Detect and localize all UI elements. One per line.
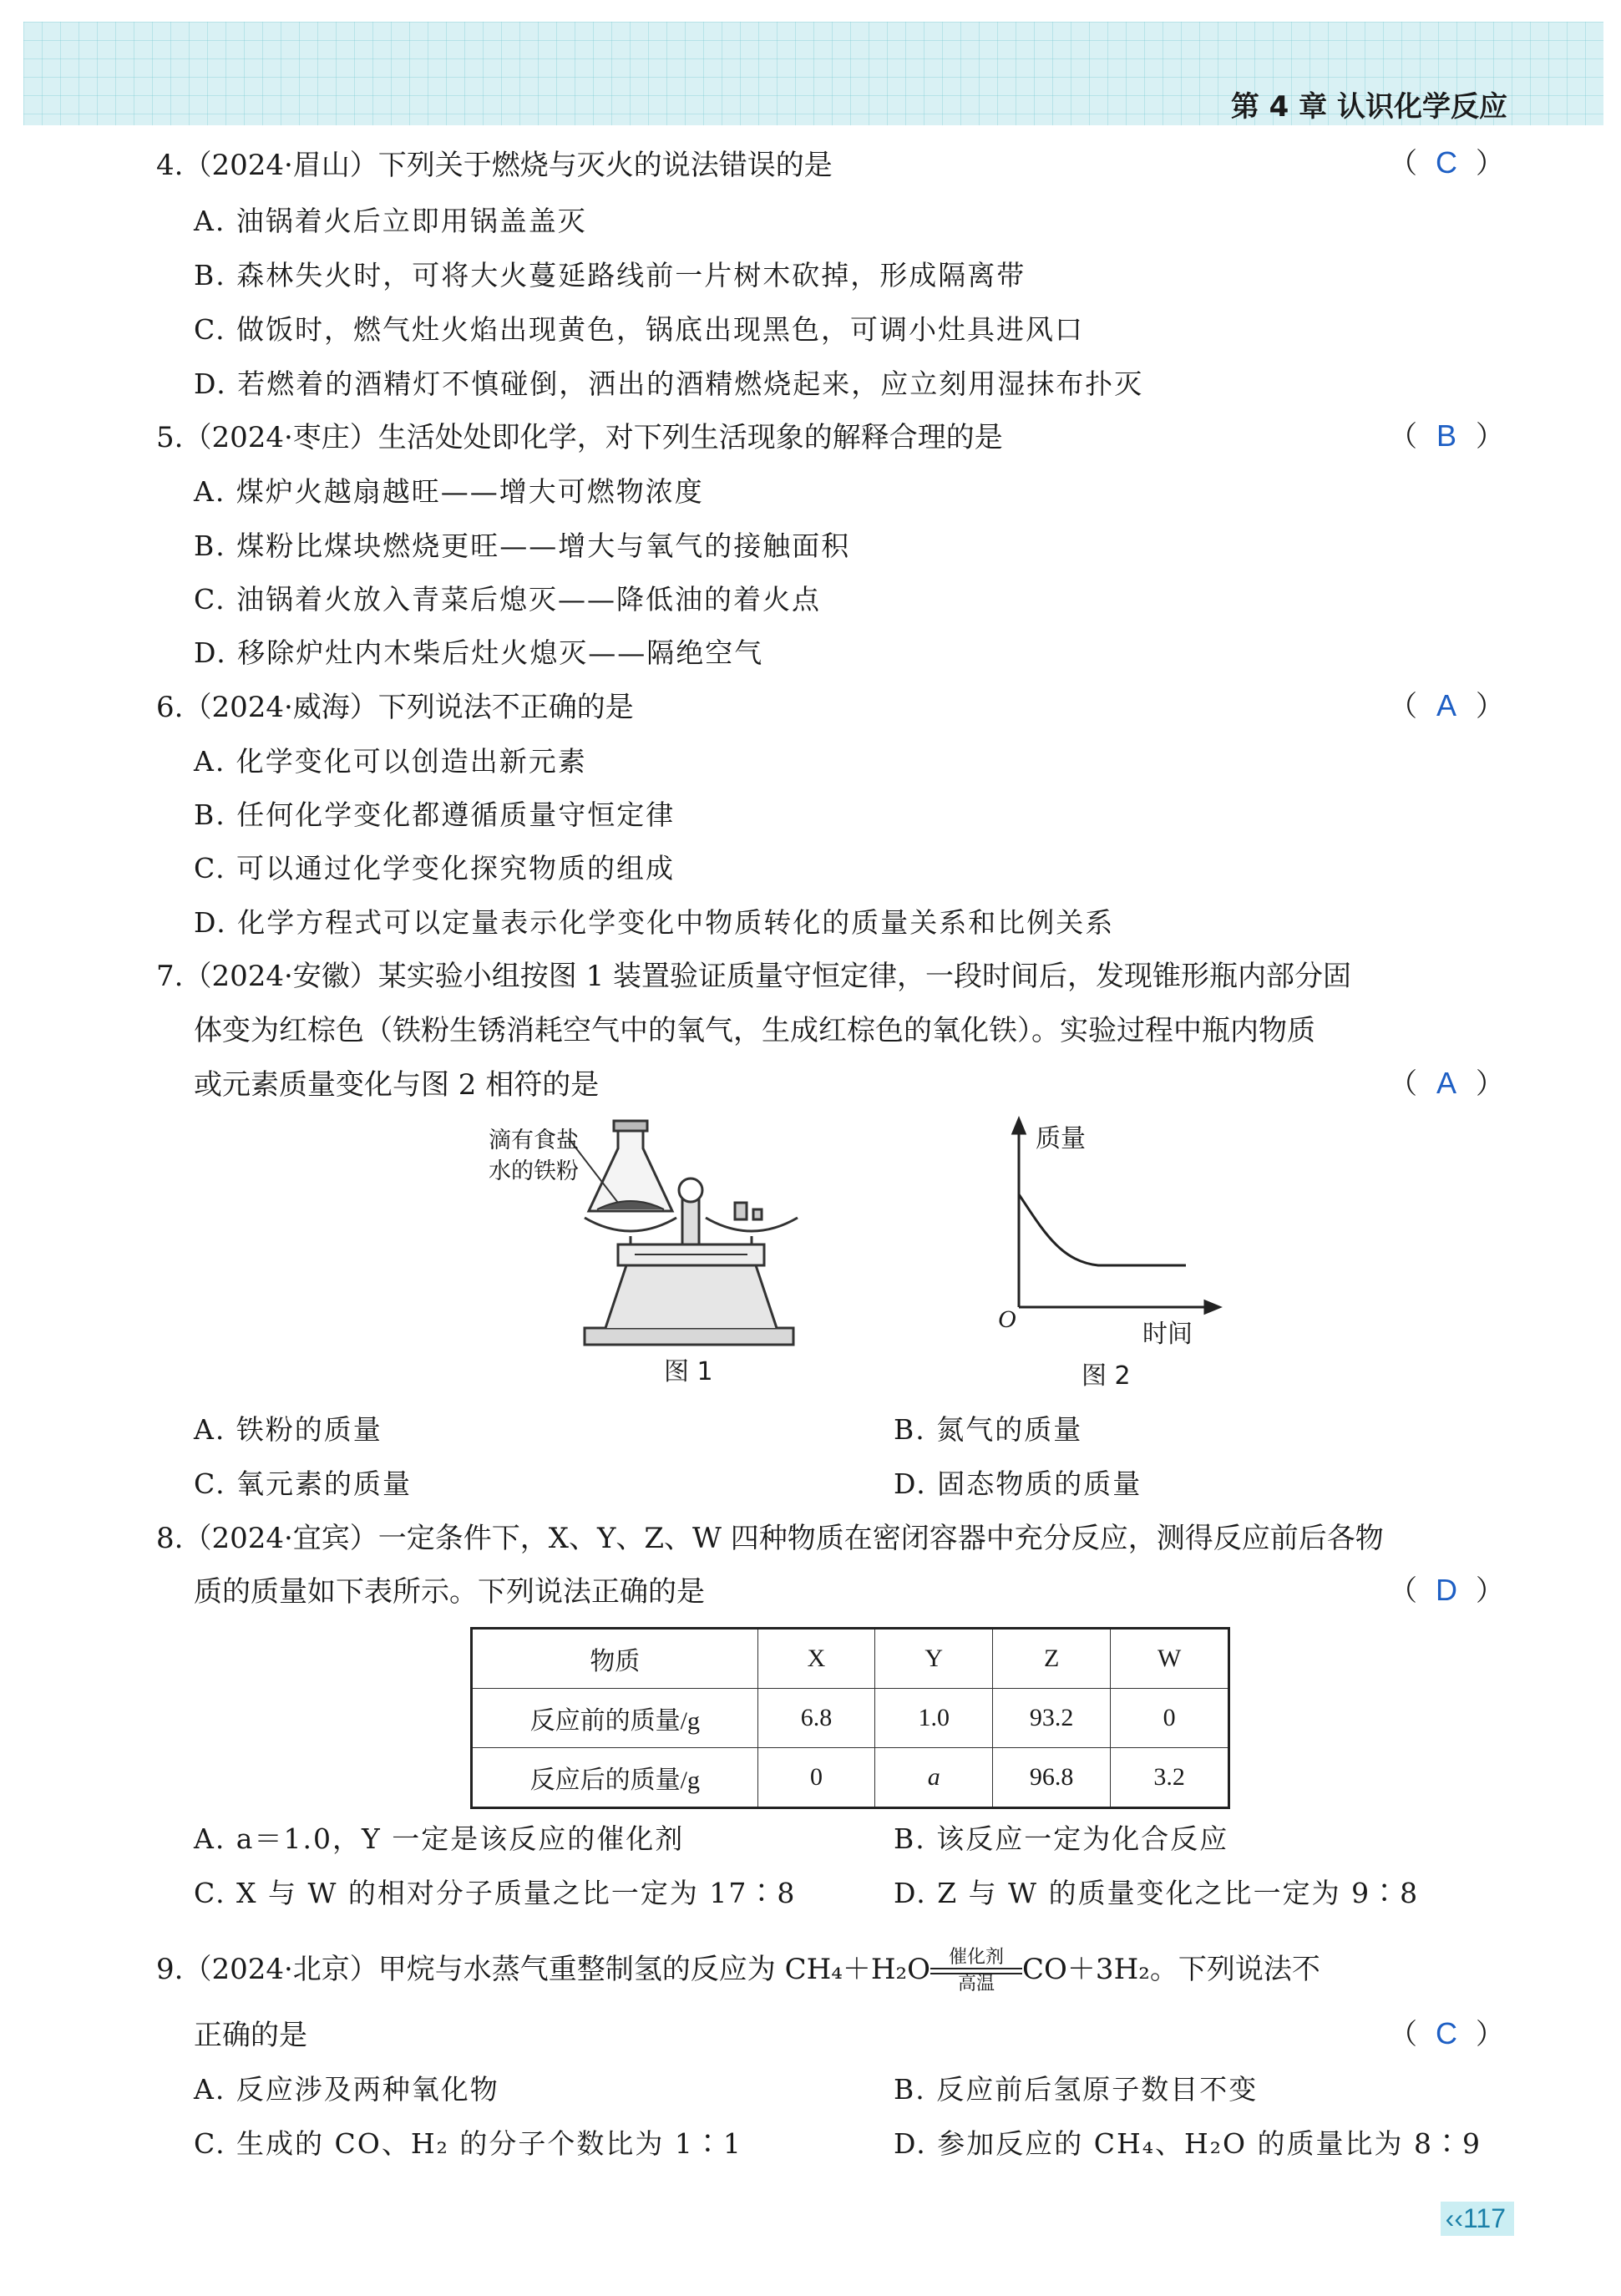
- q6-option-b: B. 任何化学变化都遵循质量守恒定律: [194, 798, 676, 831]
- figure-2-xlabel: 时间: [1142, 1320, 1193, 1349]
- table-header-cell: 物质: [472, 1629, 758, 1689]
- figure-1-balance: [568, 1119, 818, 1353]
- q7-stem-line3: 或元素质量变化与图 2 相符的是: [194, 1068, 600, 1102]
- table-cell: 反应前的质量/g: [472, 1689, 758, 1748]
- q8-option-a: A. a＝1.0，Y 一定是该反应的催化剂: [194, 1822, 685, 1855]
- q9-option-c: C. 生成的 CO、H₂ 的分子个数比为 1∶1: [194, 2127, 742, 2160]
- q5-option-a: A. 煤炉火越扇越旺——增大可燃物浓度: [194, 475, 704, 508]
- q9-stem-line2: 正确的是: [194, 2019, 307, 2052]
- q9-option-d: D. 参加反应的 CH₄、H₂O 的质量比为 8∶9: [894, 2127, 1482, 2160]
- table-cell: 3.2: [1111, 1748, 1229, 1808]
- table-row: [472, 1689, 1229, 1748]
- q9-option-b: B. 反应前后氢原子数目不变: [894, 2073, 1259, 2106]
- q8-data-table: [470, 1627, 1230, 1809]
- q6-option-a: A. 化学变化可以创造出新元素: [194, 745, 587, 778]
- q9-eq-right: CO＋3H₂: [1022, 1953, 1150, 1986]
- q4-answer: （ C ）: [1389, 145, 1504, 180]
- q6-answer: （ A ）: [1389, 688, 1504, 723]
- chapter-title: 第 4 章 认识化学反应: [1230, 90, 1507, 124]
- figure-2-ylabel: 质量: [1036, 1124, 1086, 1153]
- figure-2-origin: O: [998, 1305, 1016, 1333]
- q9-answer: （ C ）: [1389, 2016, 1504, 2051]
- q5-option-c: C. 油锅着火放入青菜后熄灭——降低油的着火点: [194, 583, 822, 616]
- q8-stem-line1: 8.（2024·宜宾）一定条件下，X、Y、Z、W 四种物质在密闭容器中充分反应，测得反应前后各物: [156, 1522, 1384, 1555]
- q5-option-b: B. 煤粉比煤块燃烧更旺——增大与氧气的接触面积: [194, 530, 851, 562]
- q7-stem-line2: 体变为红棕色（铁粉生锈消耗空气中的氧气，生成红棕色的氧化铁）。实验过程中瓶内物质: [194, 1014, 1315, 1047]
- figure-2-curve: [1019, 1194, 1186, 1265]
- q7-stem-line1: 7.（2024·安徽）某实验小组按图 1 装置验证质量守恒定律，一段时间后，发现锥形瓶内部分固: [156, 960, 1352, 993]
- q5-answer-letter: B: [1436, 418, 1456, 453]
- table-cell: 6.8: [757, 1689, 875, 1748]
- q6-option-c: C. 可以通过化学变化探究物质的组成: [194, 852, 676, 884]
- table-cell: 反应后的质量/g: [472, 1748, 758, 1808]
- q7-option-b: B. 氮气的质量: [894, 1413, 1083, 1446]
- q8-stem-line2: 质的质量如下表所示。下列说法正确的是: [194, 1575, 705, 1609]
- table-header-cell: X: [757, 1629, 875, 1689]
- table-header-cell: Y: [875, 1629, 993, 1689]
- q9-reaction-arrow: [930, 1948, 1022, 1994]
- table-cell: a: [875, 1748, 993, 1808]
- q8-option-c: C. X 与 W 的相对分子质量之比一定为 17∶8: [194, 1877, 797, 1909]
- table-cell: 1.0: [875, 1689, 993, 1748]
- table-header-cell: Z: [993, 1629, 1111, 1689]
- q9-stem-line1: [156, 1948, 1320, 1994]
- q9-stem-suffix: 。下列说法不: [1149, 1953, 1320, 1986]
- q7-option-c: C. 氧元素的质量: [194, 1467, 413, 1500]
- figure-2-chart: [998, 1115, 1232, 1341]
- q7-option-a: A. 铁粉的质量: [194, 1413, 382, 1446]
- q5-answer: （ B ）: [1389, 418, 1504, 454]
- q8-option-d: D. Z 与 W 的质量变化之比一定为 9∶8: [894, 1877, 1420, 1909]
- q6-answer-letter: A: [1436, 688, 1456, 722]
- q4-stem: 4.（2024·眉山）下列关于燃烧与灭火的说法错误的是: [156, 149, 833, 182]
- table-header-cell: W: [1111, 1629, 1229, 1689]
- q4-option-c: C. 做饭时，燃气灶火焰出现黄色，锅底出现黑色，可调小灶具进风口: [194, 313, 1085, 346]
- q9-eq-condition-top: 催化剂: [949, 1947, 1005, 1968]
- q6-option-d: D. 化学方程式可以定量表示化学变化中物质转化的质量关系和比例关系: [194, 906, 1115, 939]
- figure-2-label: 图 2: [1082, 1361, 1131, 1391]
- table-row: [472, 1748, 1229, 1808]
- q9-eq-condition-bottom: 高温: [958, 1974, 995, 1994]
- q7-option-d: D. 固态物质的质量: [894, 1467, 1142, 1500]
- q4-answer-letter: C: [1436, 145, 1457, 180]
- page-number: ‹‹117: [1441, 2202, 1514, 2236]
- q4-option-b: B. 森林失火时，可将大火蔓延路线前一片树木砍掉，形成隔离带: [194, 259, 1026, 291]
- q8-option-b: B. 该反应一定为化合反应: [894, 1822, 1229, 1855]
- q7-answer: （ A ）: [1389, 1066, 1504, 1101]
- q5-stem: 5.（2024·枣庄）生活处处即化学，对下列生活现象的解释合理的是: [156, 421, 1003, 454]
- page-number-value: 117: [1462, 2203, 1506, 2233]
- q5-option-d: D. 移除炉灶内木柴后灶火熄灭——隔绝空气: [194, 636, 764, 669]
- table-header-row: [472, 1629, 1229, 1689]
- table-cell: 93.2: [993, 1689, 1111, 1748]
- q7-answer-letter: A: [1436, 1066, 1456, 1100]
- q8-answer: （ D ）: [1389, 1573, 1504, 1608]
- q9-answer-letter: C: [1436, 2016, 1457, 2050]
- q9-eq-left: CH₄＋H₂O: [784, 1953, 931, 1986]
- q9-option-a: A. 反应涉及两种氧化物: [194, 2073, 499, 2106]
- table-cell: 0: [1111, 1689, 1229, 1748]
- q6-stem: 6.（2024·威海）下列说法不正确的是: [156, 691, 634, 724]
- q9-stem-prefix: 9.（2024·北京）甲烷与水蒸气重整制氢的反应为: [156, 1953, 785, 1986]
- table-cell: 96.8: [993, 1748, 1111, 1808]
- q4-option-a: A. 油锅着火后立即用锅盖盖灭: [194, 205, 587, 237]
- q4-option-d: D. 若燃着的酒精灯不慎碰倒，洒出的酒精燃烧起来，应立刻用湿抹布扑灭: [194, 367, 1144, 400]
- figure-1-label: 图 1: [664, 1357, 713, 1386]
- q8-answer-letter: D: [1436, 1573, 1457, 1607]
- figure-1-annotation-1: 滴有食盐: [489, 1128, 579, 1153]
- figure-1-annotation-2: 水的铁粉: [489, 1158, 579, 1184]
- table-cell: 0: [757, 1748, 875, 1808]
